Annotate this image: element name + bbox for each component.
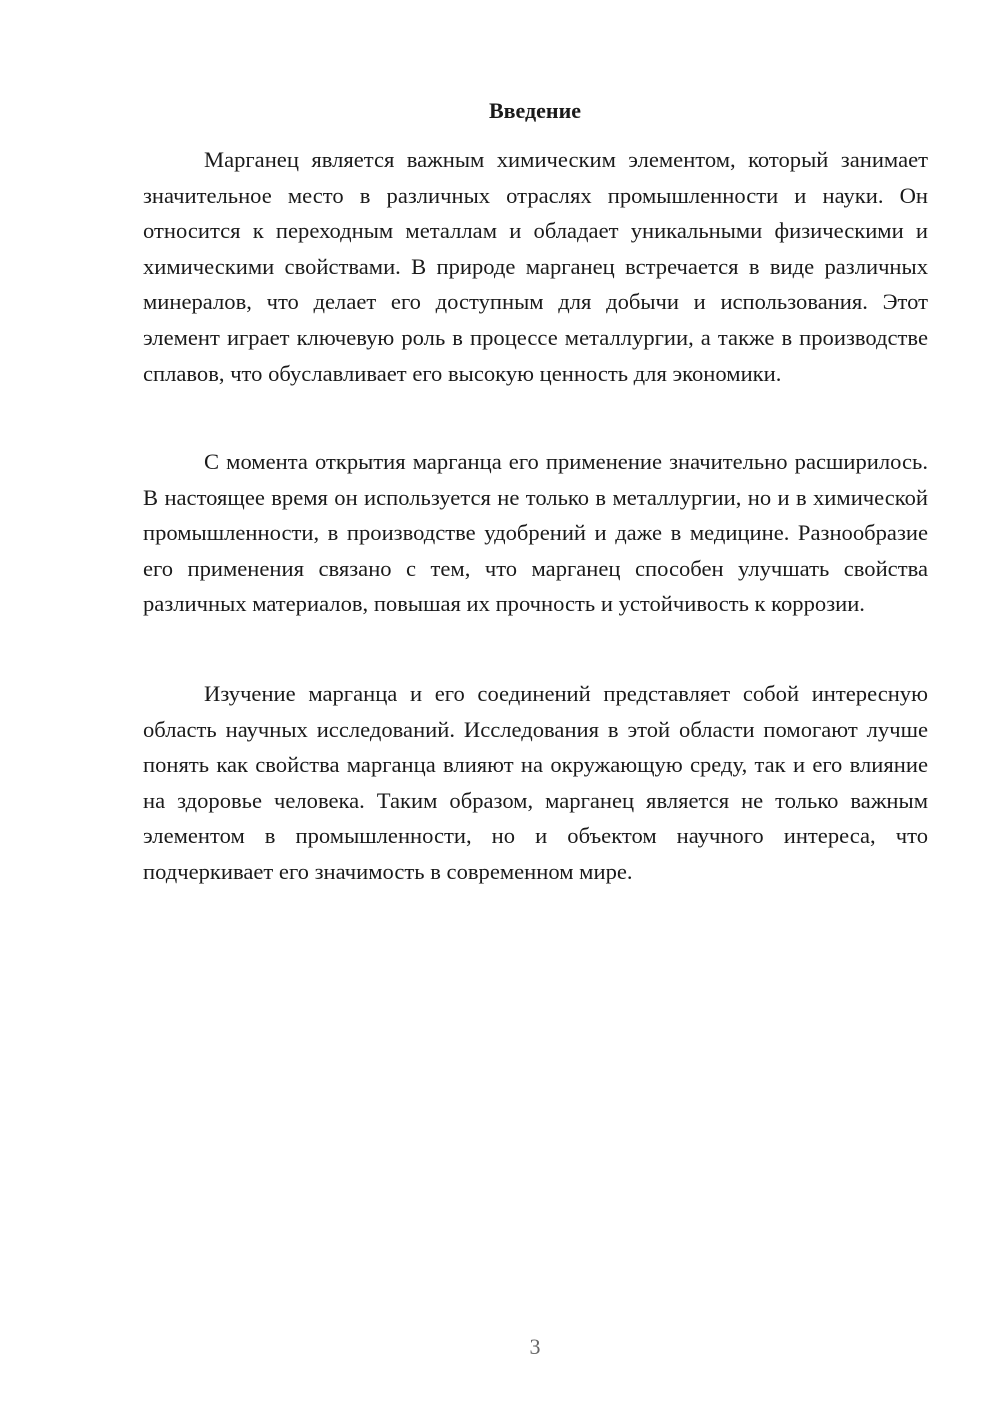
paragraph-2: С момента открытия марганца его применение значительно расширилось. В настоящее время он используется не только в металлургии, но и в химической промышленности, в производстве удобрений и даже в медицине. Разнообразие его применения связано с тем, что марганец способен улучшать свойства различных материалов, повышая их прочность и устойчивость к коррозии. bbox=[143, 449, 928, 617]
paragraph-3: Изучение марганца и его соединений представляет собой интересную область научных исследований. Исследования в этой области помогают лучше понять как свойства марганца влияют на окружающую среду, так и его влияние на здоровье человека. Таким образом, марганец является не только важным элементом в промышленности, но и объектом научного интереса, что подчеркивает его значимость в современном мире. bbox=[143, 681, 928, 884]
page-number: 3 bbox=[529, 1334, 541, 1359]
paragraph-1: Марганец является важным химическим элементом, который занимает значительное место в различных отраслях промышленности и науки. Он относится к переходным металлам и обладает уникальными физическими и химическими свойствами. В природе марганец встречается в виде различных минералов, что делает его доступным для добычи и использования. Этот элемент играет ключевую роль в процессе металлургии, а также в производстве сплавов, что обуславливает его высокую ценность для экономики. bbox=[143, 147, 928, 386]
section-title: Введение bbox=[488, 98, 582, 123]
